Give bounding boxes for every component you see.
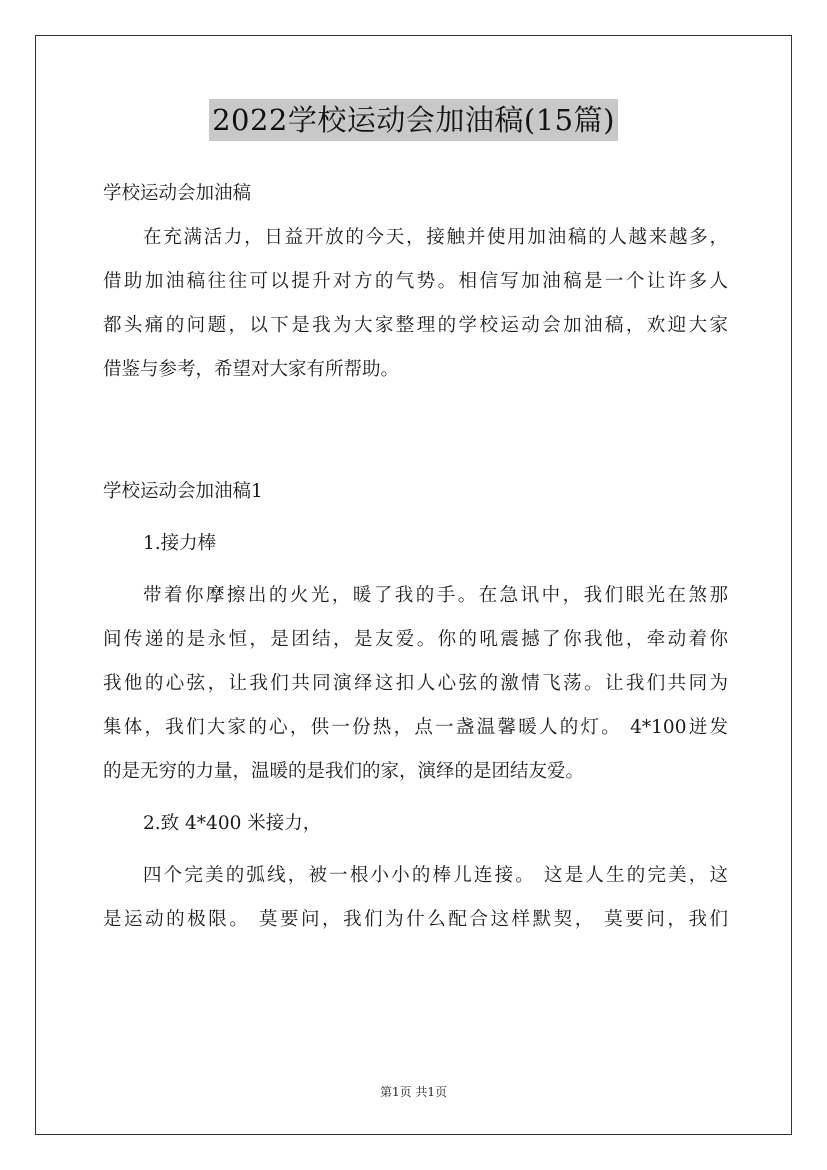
item-title: 1.接力棒 <box>143 533 217 554</box>
title-container <box>0 99 827 141</box>
document-title: 2022学校运动会加油稿(15篇) <box>209 99 618 141</box>
paragraph-line: 我他的心弦，让我们共同演绎这扣人心弦的激情飞荡。让我们共同为 <box>103 673 728 694</box>
page-footer: 第1页 共1页 <box>379 1085 448 1099</box>
paragraph-line: 四个完美的弧线，被一根小小的棒儿连接。 这是人生的完美，这 <box>143 865 728 886</box>
document-body <box>103 172 728 942</box>
paragraph-line: 都头痛的问题，以下是我为大家整理的学校运动会加油稿，欢迎大家 <box>103 315 728 336</box>
spacer <box>103 794 728 802</box>
paragraph-line: 的是无穷的力量，温暖的是我们的家，演绎的是团结友爱。 <box>103 761 585 782</box>
section-heading: 学校运动会加油稿1 <box>103 481 263 502</box>
spacer <box>103 566 728 574</box>
spacer <box>103 392 728 470</box>
item-title: 2.致 4*400 米接力， <box>143 813 322 834</box>
spacer <box>103 846 728 854</box>
paragraph-line: 带着你摩擦出的火光，暖了我的手。在急讯中，我们眼光在煞那 <box>143 585 728 606</box>
paragraph-line: 间传递的是永恒，是团结，是友爱。你的吼震撼了你我他，牵动着你 <box>103 629 728 650</box>
spacer <box>103 514 728 522</box>
paragraph-line: 是运动的极限。 莫要问，我们为什么配合这样默契， 莫要问，我们 <box>103 909 728 930</box>
paragraph-line: 在充满活力，日益开放的今天，接触并使用加油稿的人越来越多， <box>143 227 728 248</box>
paragraph-line: 集体，我们大家的心，供一份热，点一盏温馨暖人的灯。 4*100迸发 <box>103 717 728 738</box>
paragraph-line: 借助加油稿往往可以提升对方的气势。相信写加油稿是一个让许多人 <box>103 271 728 292</box>
section-heading: 学校运动会加油稿 <box>103 183 252 204</box>
paragraph-line: 借鉴与参考，希望对大家有所帮助。 <box>103 359 400 380</box>
